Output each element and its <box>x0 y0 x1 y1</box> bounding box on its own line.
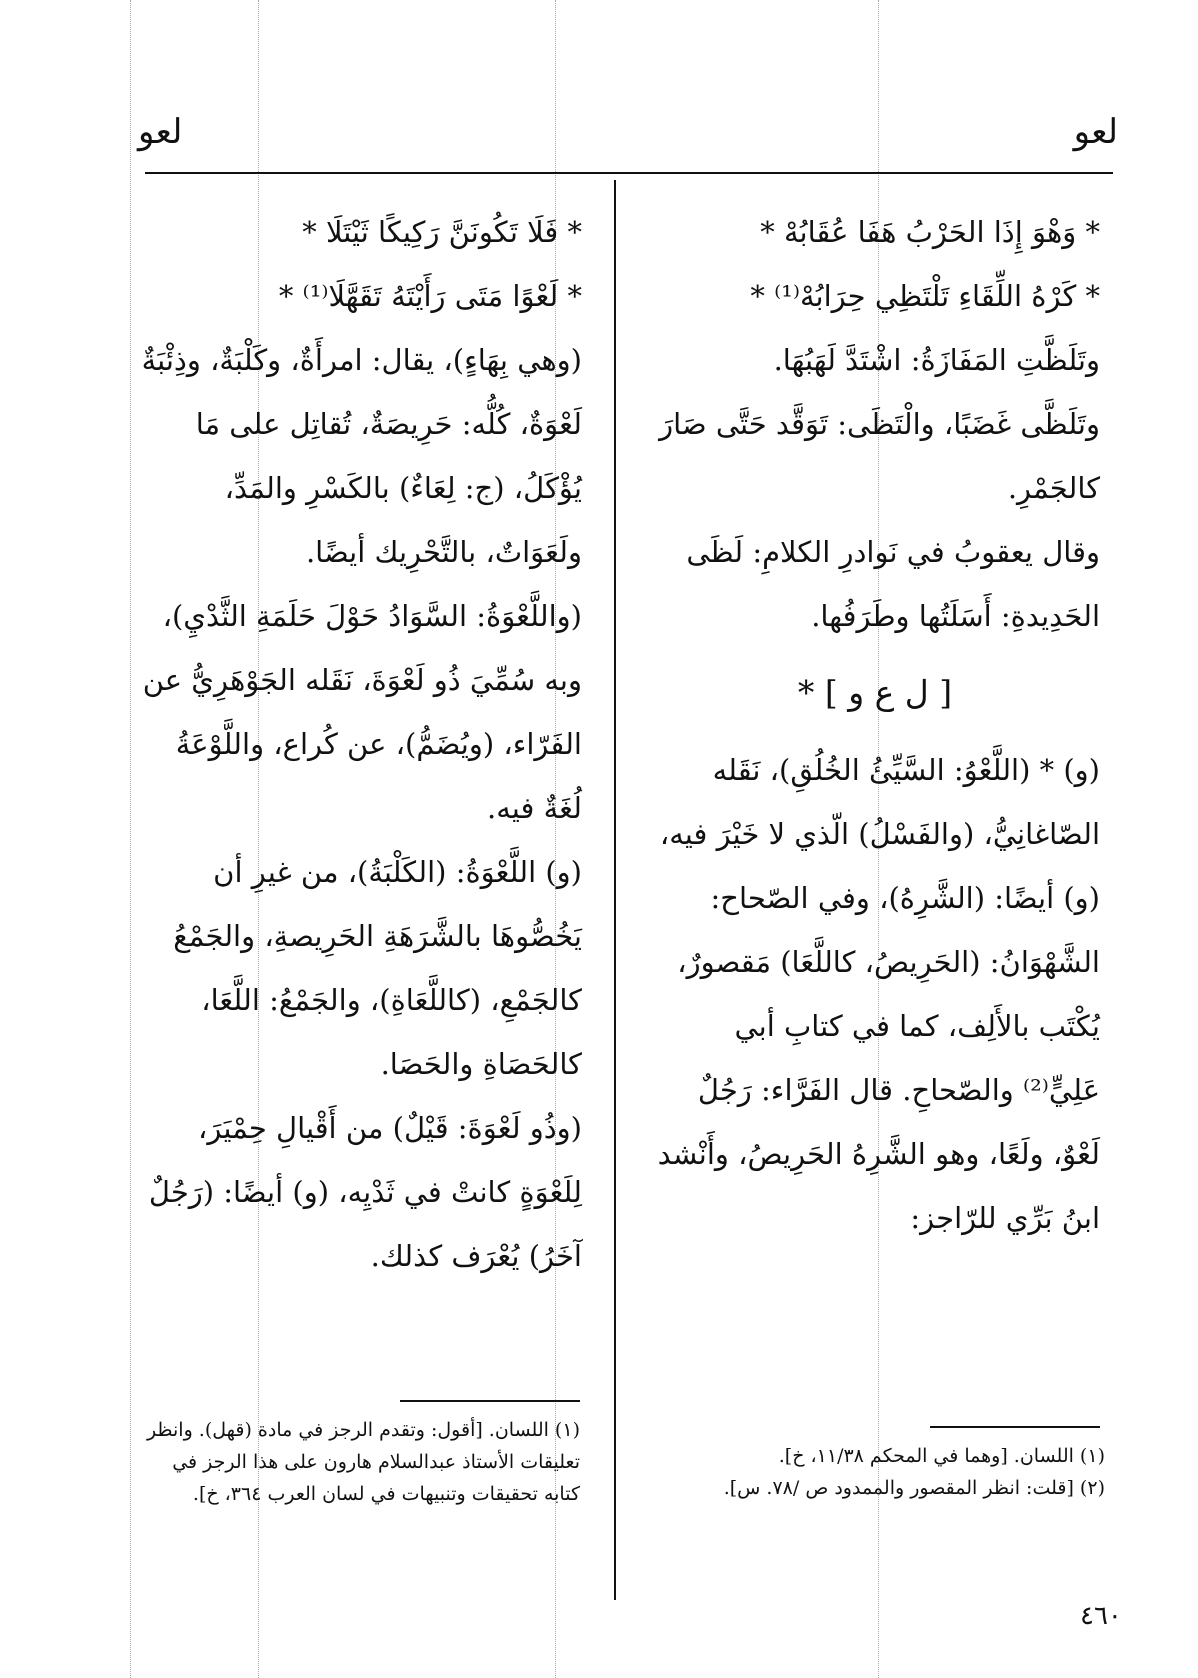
footnotes-right <box>650 1440 1105 1504</box>
left-column <box>140 200 582 1288</box>
header-rule <box>145 172 1113 174</box>
verse-line: * فَلَا تَكُونَنَّ رَكِيكًا ثَيْتَلَا * <box>302 215 582 249</box>
verse-line: * لَعْوًا مَتَى رَأَيْتَهُ تَقَهَّلَا⁽¹⁾ * <box>278 279 582 313</box>
scan-crease <box>130 0 131 1678</box>
verse-line: * وَهْوَ إِذَا الحَرْبُ هَفَا عُقَابُهْ * <box>760 215 1100 249</box>
entry-heading: [ ل ع و ] * <box>797 673 953 712</box>
footnote: (١) اللسان. [وهما في المحكم ١١/٣٨، خ]. <box>778 1445 1105 1467</box>
running-head-left: لعو <box>138 112 183 152</box>
text-paragraph: (واللَّعْوَةُ: السَّوَادُ حَوْلَ حَلَمَةِ الثَّدْيِ)، وبه سُمِّيَ ذُو لَعْوَةَ، نَقَله الجَوْهَرِيُّ عن الفَرّاء، (ويُضَمُّ)، عن كُراع، واللَّوْعَةُ لُغَةٌ فيه. <box>142 599 582 825</box>
footnotes-left <box>135 1414 580 1510</box>
column-divider <box>614 180 616 1600</box>
verse-line: * كَرْهُ اللِّقَاءِ تَلْتَظِي حِرَابُهْ⁽¹⁾ * <box>750 279 1100 313</box>
footnote-rule <box>930 1426 1100 1428</box>
right-column <box>650 200 1100 1250</box>
running-head-right: لعو <box>1073 112 1118 152</box>
text-paragraph: وتَلَظَّتِ المَفَازَةُ: اشْتَدَّ لَهَبُهَا. <box>773 343 1100 377</box>
text-paragraph: (وذُو لَعْوَةَ: قَيْلٌ) من أَقْيالِ حِمْيَرَ، لِلَعْوَةٍ كانتْ في ثَدْيِه، (و) أيضًا: (رَجُلٌ آخَرُ) يُعْرَف كذلك. <box>148 1111 582 1273</box>
footnote: (٢) [قلت: انظر المقصور والممدود ص /٧٨. س]. <box>723 1477 1105 1499</box>
page-number: ٤٦٠ <box>1080 1601 1122 1631</box>
text-paragraph: (و) اللَّعْوَةُ: (الكَلْبَةُ)، من غيرِ أن يَخُصُّوهَا بالشَّرَهَةِ الحَرِيصةِ، والجَمْعُ كالجَمْعِ، (كاللَّعَاةِ)، والجَمْعُ: اللَّعَا، كالحَصَاةِ والحَصَا. <box>173 855 582 1081</box>
text-paragraph: وقال يعقوبُ في نَوادرِ الكلامِ: لَظَى الحَدِيدةِ: أَسَلَتُها وطَرَفُها. <box>686 535 1100 633</box>
text-paragraph: (و) * (اللَّعْوُ: السَّيِّئُ الخُلُقِ)، نَقَله الصّاغانِيُّ، (والفَسْلُ) الّذي لا خَيْرَ فيه، (و) أيضًا: (الشَّرِهُ)، وفي الصّحاح: الشَّهْوَانُ: (الحَرِيصُ، كاللَّعَا) مَقصورٌ، يُكْتَب بالأَلِف، كما في كتابِ أبي عَلِيٍّ⁽²⁾ والصّحاحِ. قال الفَرَّاء: رَجُلٌ لَعْوٌ، ولَعًا، وهو الشَّرِهُ الحَرِيصُ، وأَنْشد ابنُ بَرِّي للرّاجز: <box>657 753 1100 1235</box>
text-paragraph: وتَلَظَّى غَضَبًا، والْتَظَى: تَوَقَّد حَتَّى صَارَ كالجَمْرِ. <box>659 407 1100 505</box>
footnote: (١) اللسان. [أقول: وتقدم الرجز في مادة (قهل). وانظر تعليقات الأستاذ عبدالسلام هارون على هذا الرجز في كتابه تحقيقات وتنبيهات في لسان العرب ٣٦٤، خ]. <box>146 1419 580 1505</box>
footnote-rule <box>400 1400 580 1402</box>
text-paragraph: (وهي بِهَاءٍ)، يقال: امرأَةٌ، وكَلْبَةٌ، وذِئْبَةٌ لَعْوَةٌ، كُلُّه: حَرِيصَةٌ، تُقاتِل على مَا يُؤْكَلُ، (ج: لِعَاءٌ) بالكَسْرِ والمَدِّ، ولَعَوَاتٌ، بالتَّحْرِيك أيضًا. <box>141 343 582 569</box>
